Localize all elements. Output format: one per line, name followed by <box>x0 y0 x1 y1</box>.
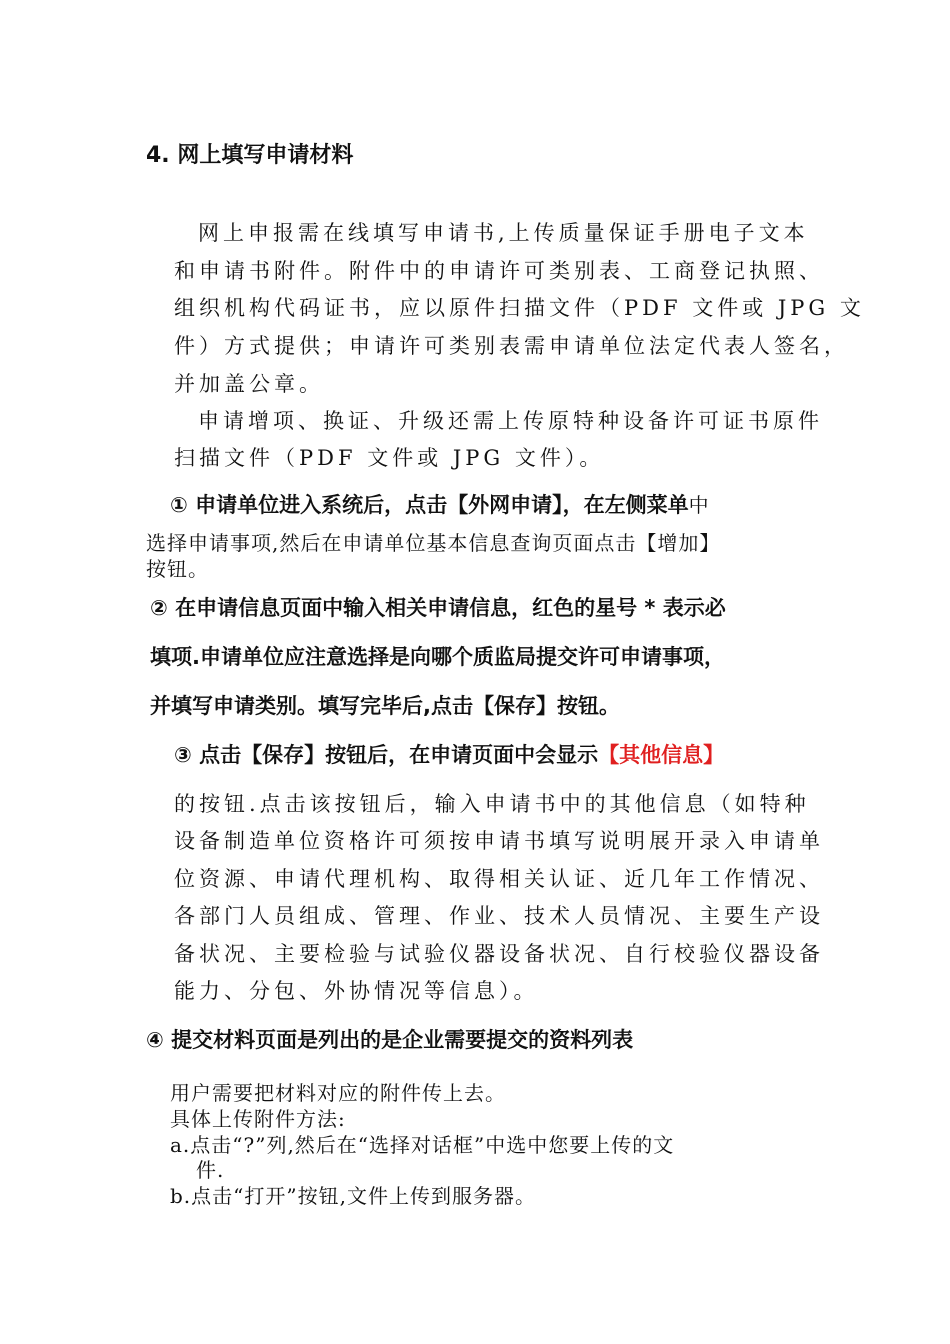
step1-heading <box>170 489 709 519</box>
step3-line: 备状况、主要检验与试验仪器设备状况、自行校验仪器设备 <box>174 942 824 966</box>
intro-line: 件）方式提供；申请许可类别表需申请单位法定代表人签名， <box>174 334 849 358</box>
step4-line: b.点击“打开”按钮,文件上传到服务器。 <box>170 1184 536 1208</box>
step4-title: ④ 提交材料页面是列出的是企业需要提交的资料列表 <box>146 1028 634 1052</box>
step4-line: 具体上传附件方法: <box>170 1107 346 1131</box>
step2-line: ② 在申请信息页面中输入相关申请信息，红色的星号 * 表示必 <box>150 596 726 620</box>
step2-line: 并填写申请类别。填写完毕后,点击【保存】按钮。 <box>150 694 620 718</box>
step3-line: 的按钮.点击该按钮后，输入申请书中的其他信息（如特种 <box>174 792 810 816</box>
intro-line: 组织机构代码证书，应以原件扫描文件（PDF 文件或 JPG 文 <box>174 296 865 320</box>
step1-line: 按钮。 <box>146 557 209 581</box>
step2-line: 填项.申请单位应注意选择是向哪个质监局提交许可申请事项， <box>150 645 725 669</box>
section-heading: 4. 网上填写申请材料 <box>146 143 354 168</box>
step3-line: 位资源、申请代理机构、取得相关认证、近几年工作情况、 <box>174 867 824 891</box>
step3-line: 各部门人员组成、管理、作业、技术人员情况、主要生产设 <box>174 904 824 928</box>
step3-lead: ③ 点击【保存】按钮后，在申请页面中会显示 <box>174 743 599 767</box>
step1-line: 选择申请事项,然后在申请单位基本信息查询页面点击【增加】 <box>146 531 721 555</box>
intro-line: 并加盖公章。 <box>174 372 324 396</box>
step4-line: a.点击“?”列,然后在“选择对话框”中选中您要上传的文 <box>170 1133 675 1157</box>
step1-tail: 中 <box>688 493 709 517</box>
intro-line: 和申请书附件。附件中的申请许可类别表、工商登记执照、 <box>174 259 824 283</box>
step3-heading <box>174 739 724 769</box>
step3-line: 能力、分包、外协情况等信息）。 <box>174 979 539 1003</box>
step4-line: 用户需要把材料对应的附件传上去。 <box>170 1081 506 1105</box>
step4-line: 件. <box>196 1158 225 1182</box>
intro-line: 申请增项、换证、升级还需上传原特种设备许可证书原件 <box>198 409 823 433</box>
step1-bold: ① 申请单位进入系统后，点击【外网申请】，在左侧菜单 <box>170 493 689 517</box>
step3-highlight: 【其他信息】 <box>598 743 725 767</box>
intro-line: 扫描文件（PDF 文件或 JPG 文件）。 <box>174 446 605 470</box>
step3-line: 设备制造单位资格许可须按申请书填写说明展开录入申请单 <box>174 829 824 853</box>
intro-line: 网上申报需在线填写申请书,上传质量保证手册电子文本 <box>198 221 809 245</box>
